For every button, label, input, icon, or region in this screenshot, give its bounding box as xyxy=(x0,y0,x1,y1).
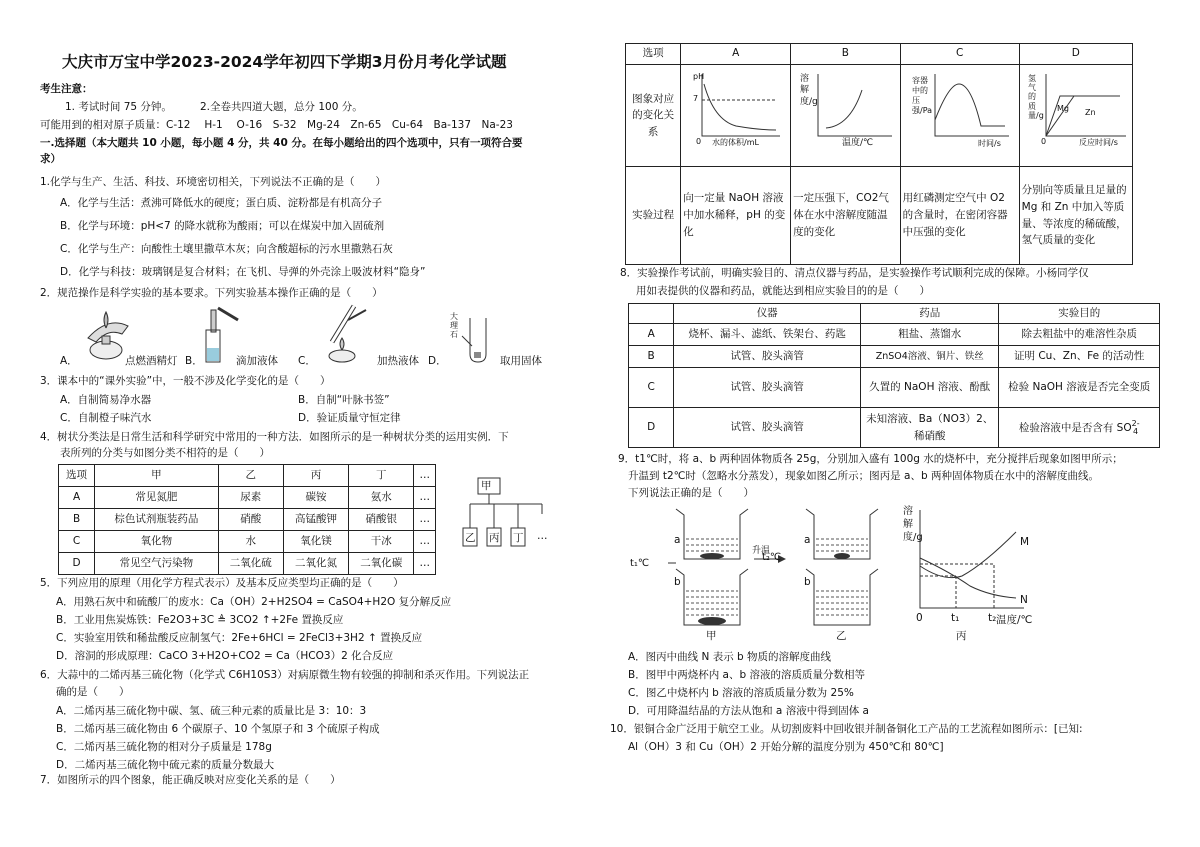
marble-label: 大 理 石 xyxy=(450,312,458,340)
table-header: B xyxy=(791,44,901,65)
axis-origin: 0 xyxy=(1041,137,1047,146)
axis-label: 温度/℃ xyxy=(842,138,874,148)
option: C．化学与生产：向酸性土壤里撒草木灰；向含酸超标的污水里撒熟石灰 xyxy=(60,243,393,255)
option: C．图乙中烧杯内 b 溶液的溶质质量分数为 25% xyxy=(628,687,854,699)
table-cell: 干冰 xyxy=(349,531,414,553)
table-header: A xyxy=(681,44,791,65)
table-cell: D xyxy=(629,408,674,448)
solubility-curve xyxy=(900,506,1030,618)
table-cell: ZnSO4溶液、铜片、铁丝 xyxy=(861,346,999,368)
table-cell: 二氧化硫 xyxy=(218,553,283,575)
tree-node: 丁 xyxy=(513,532,524,544)
axis-tick: t₂ xyxy=(988,612,997,624)
option: D． xyxy=(428,355,447,367)
table-cell: 除去粗盐中的难溶性杂质 xyxy=(999,324,1160,346)
table-cell: 久置的 NaOH 溶液、酚酞 xyxy=(861,368,999,408)
axis-label: pH xyxy=(693,72,705,81)
table-cell: 氧化镁 xyxy=(283,531,348,553)
option: C．自制橙子味汽水 xyxy=(60,412,152,424)
table-cell: B xyxy=(629,346,674,368)
question-stem: 表所列的分类与如图分类不相符的是（ ） xyxy=(60,447,270,459)
option: A．二烯丙基三硫化物中碳、氢、硫三种元素的质量比是 3：10：3 xyxy=(56,705,367,717)
table-cell: 硝酸银 xyxy=(349,509,414,531)
beaker-label: b xyxy=(674,576,681,588)
question-stem: 6．大蒜中的二烯丙基三硫化物（化学式 C6H10S3）对病原微生物有较强的抑制和杀灭作用。下列说法正 xyxy=(40,669,530,681)
question-stem: 5．下列应用的原理（用化学方程式表示）及基本反应类型均正确的是（ ） xyxy=(40,577,404,589)
question-stem: 8．实验操作考试前，明确实验目的、清点仪器与药品，是实验操作考试顺利完成的保障。小杨同学仅 xyxy=(620,267,1089,279)
option: D．化学与科技：玻璃钢是复合材料；在飞机、导弹的外壳涂上吸波材料“隐身” xyxy=(60,266,426,278)
table-cell: 未知溶液、Ba（NO3）2、稀硝酸 xyxy=(861,408,999,448)
table-header: 仪器 xyxy=(674,304,861,324)
table-cell: … xyxy=(414,487,436,509)
curve-label: N xyxy=(1020,594,1028,606)
curve-label: M xyxy=(1020,536,1030,548)
option: C．实验室用铁和稀盐酸反应制氢气：2Fe+6HCl = 2FeCl3+3H2 ↑ 置换反应 xyxy=(56,632,423,644)
table-cell: C xyxy=(629,368,674,408)
option: D．验证质量守恒定律 xyxy=(298,412,401,424)
question-stem: 确的是（ ） xyxy=(56,686,130,698)
table-cell: A xyxy=(59,487,95,509)
table-header: 选项 xyxy=(626,44,681,65)
table-cell: A xyxy=(629,324,674,346)
option: A．用熟石灰中和硫酸厂的废水：Ca（OH）2+H2SO4 = CaSO4+H2O 复分解反应 xyxy=(56,596,452,608)
series-label: Zn xyxy=(1085,108,1096,117)
table-cell: 水 xyxy=(218,531,283,553)
table-cell: C xyxy=(59,531,95,553)
table-cell xyxy=(999,408,1160,448)
table-header: 丁 xyxy=(349,465,414,487)
option: B．工业用焦炭炼铁：Fe2O3+3C ≜ 3CO2 ↑+2Fe 置换反应 xyxy=(56,614,344,626)
table-cell: 粗盐、蒸馏水 xyxy=(861,324,999,346)
heating-tube-image xyxy=(318,302,378,364)
table-cell: B xyxy=(59,509,95,531)
table-cell: 硝酸 xyxy=(218,509,283,531)
question-stem: 2．规范操作是科学实验的基本要求。下列实验基本操作正确的是（ ） xyxy=(40,287,383,299)
page-title: 大庆市万宝中学2023-2024学年初四下学期3月份月考化学试题 xyxy=(62,53,507,71)
table-cell: 试管、胶头滴管 xyxy=(674,368,861,408)
option: B．二烯丙基三硫化物由 6 个碳原子、10 个氢原子和 3 个硫原子构成 xyxy=(56,723,380,735)
question-stem: 10．银铜合金广泛用于航空工业。从切割废料中回收银并制备铜化工产品的工艺流程如图所示：[已知: xyxy=(610,723,1083,735)
tree-node: 乙 xyxy=(465,532,476,544)
axis-label: 时间/s xyxy=(978,139,1001,148)
table-header: 选项 xyxy=(59,465,95,487)
option: C． xyxy=(298,355,316,367)
beaker-label: b xyxy=(804,576,811,588)
table-cell: 碳铵 xyxy=(283,487,348,509)
table-cell: … xyxy=(414,553,436,575)
option: A．化学与生活：煮沸可降低水的硬度；蛋白质、淀粉都是有机高分子 xyxy=(60,197,383,209)
question-stem: 3．课本中的“课外实验”中，一般不涉及化学变化的是（ ） xyxy=(40,375,331,387)
option: B．自制“叶脉书签” xyxy=(298,394,390,406)
table-cell: 证明 Cu、Zn、Fe 的活动性 xyxy=(999,346,1160,368)
axis-label: 水的体积/mL xyxy=(712,138,759,147)
tree-node: 丙 xyxy=(489,532,500,544)
question-stem: 下列说法正确的是（ ） xyxy=(628,487,754,499)
option: B．化学与环境：pH<7 的降水就称为酸雨；可以在煤炭中加入固硫剂 xyxy=(60,220,385,232)
table-header: 实验目的 xyxy=(999,304,1160,324)
axis-label: 溶解度/g xyxy=(800,74,818,107)
notice-item: 1. 考试时间 75 分钟。 xyxy=(65,101,172,113)
process-text: 向一定量 NaOH 溶液中加水稀释，pH 的变化 xyxy=(681,167,791,265)
option: A．自制简易净水器 xyxy=(60,394,152,406)
table-cell: … xyxy=(414,509,436,531)
process-text: 分别向等质量且足量的 Mg 和 Zn 中加入等质量、等浓度的稀硫酸，氢气质量的变化 xyxy=(1019,167,1132,265)
table-cell: 二氧化氮 xyxy=(283,553,348,575)
notice-item: 2.全卷共四道大题，总分 100 分。 xyxy=(200,101,363,113)
row-label: 图象对应的变化关系 xyxy=(626,65,681,167)
axis-label: 溶解度/g xyxy=(903,506,923,543)
question-stem: 升温到 t2℃时（忽略水分蒸发），现象如图乙所示；图丙是 a、b 两种固体物质在水中的溶解度曲线。 xyxy=(628,470,1099,482)
table-cell: 烧杯、漏斗、滤纸、铁架台、药匙 xyxy=(674,324,861,346)
table-header: 药品 xyxy=(861,304,999,324)
process-text: 用红磷测定空气中 O2 的含量时，在密闭容器中压强的变化 xyxy=(900,167,1019,265)
tree-root: 甲 xyxy=(481,480,492,492)
axis-label: 氢气的质量/g xyxy=(1028,74,1044,120)
axis-label: 容器中的压强/Pa xyxy=(912,76,933,115)
axis-origin: 0 xyxy=(696,137,702,146)
option: D．二烯丙基三硫化物中硫元素的质量分数最大 xyxy=(56,759,275,771)
option: B．图甲中两烧杯内 a、b 溶液的溶质质量分数相等 xyxy=(628,669,865,681)
axis-tick: 7 xyxy=(693,94,699,103)
table-header: C xyxy=(900,44,1019,65)
section-heading: 求） xyxy=(40,153,61,165)
table-header xyxy=(629,304,674,324)
table-cell: 尿素 xyxy=(218,487,283,509)
temp-label: t₁℃ xyxy=(630,558,650,569)
process-text: 一定压强下，CO2气体在水中溶解度随温度的变化 xyxy=(791,167,901,265)
arrow-label: 升温 xyxy=(752,546,771,556)
question-stem: 7．如图所示的四个图象，能正确反映对应变化关系的是（ ） xyxy=(40,774,341,786)
table-cell: 试管、胶头滴管 xyxy=(674,408,861,448)
table-cell: 试管、胶头滴管 xyxy=(674,346,861,368)
beaker-label: a xyxy=(674,534,681,546)
axis-tick: t₁ xyxy=(951,612,960,624)
row-label: 实验过程 xyxy=(626,167,681,265)
table-cell: … xyxy=(414,531,436,553)
table-cell: 高锰酸钾 xyxy=(283,509,348,531)
figure-caption: 丙 xyxy=(956,630,967,642)
beaker-figure xyxy=(650,505,900,640)
axis-label: 反应时间/s xyxy=(1079,138,1118,147)
option: D．溶洞的形成原理：CaCO 3+H2O+CO2 = Ca（HCO3）2 化合反应 xyxy=(56,650,394,662)
option: A．图丙中曲线 N 表示 b 物质的溶解度曲线 xyxy=(628,651,832,663)
notice-heading: 考生注意： xyxy=(40,83,93,95)
alcohol-lamp-image xyxy=(78,306,138,362)
table-cell: 氨水 xyxy=(349,487,414,509)
option-label: 取用固体 xyxy=(500,355,542,367)
table-cell: 检验 NaOH 溶液是否完全变质 xyxy=(999,368,1160,408)
option: D．可用降温结晶的方法从饱和 a 溶液中得到固体 a xyxy=(628,705,869,717)
option: B． xyxy=(185,355,203,367)
table-cell: 常见氮肥 xyxy=(95,487,219,509)
option: C．二烯丙基三硫化物的相对分子质量是 178g xyxy=(56,741,272,753)
table-cell: 氧化物 xyxy=(95,531,219,553)
table-cell: 二氧化碳 xyxy=(349,553,414,575)
classification-table xyxy=(58,464,436,575)
table-cell: 棕色试剂瓶装药品 xyxy=(95,509,219,531)
axis-label: 温度/℃ xyxy=(996,614,1033,626)
sulfate-ion-charge: 2- 4 xyxy=(1131,418,1140,436)
option-label: 点燃酒精灯 xyxy=(125,355,178,367)
figure-caption: 甲 xyxy=(706,630,717,642)
test-tube-image xyxy=(460,316,500,364)
question-stem: 9．t1℃时，将 a、b 两种固体物质各 25g，分别加入盛有 100g 水的烧杯中，充分搅拌后现象如图甲所示； xyxy=(618,453,1123,465)
question-stem: 4．树状分类法是日常生活和科学研究中常用的一种方法．如图所示的是一种树状分类的运用实例．下 xyxy=(40,431,509,443)
beaker-label: a xyxy=(804,534,811,546)
table-cell: D xyxy=(59,553,95,575)
purpose-text: 检验溶液中是否含有 SO xyxy=(1018,421,1132,434)
atomic-masses: 可能用到的相对原子质量：C-12 H-1 O-16 S-32 Mg-24 Zn-65 Cu-64 Ba-137 Na-23 xyxy=(40,119,513,131)
table-header: D xyxy=(1019,44,1132,65)
series-label: Mg xyxy=(1057,104,1069,113)
option: A． xyxy=(60,355,78,367)
table-header: 乙 xyxy=(218,465,283,487)
question-stem: Al（OH）3 和 Cu（OH）2 开始分解的温度分别为 450℃和 80℃] xyxy=(628,741,944,753)
table-header: 甲 xyxy=(95,465,219,487)
section-heading: 一.选择题（本大题共 10 小题，每小题 4 分，共 40 分。在每小题给出的四个选项中，只有一项符合要 xyxy=(40,137,523,149)
temp-label: t₂℃ xyxy=(762,552,782,563)
question-stem: 用如表提供的仪器和药品，就能达到相应实验目的的是（ ） xyxy=(636,285,930,297)
option-label: 加热液体 xyxy=(377,355,419,367)
option-label: 滴加液体 xyxy=(236,355,278,367)
axis-origin: 0 xyxy=(916,612,923,624)
figure-caption: 乙 xyxy=(836,630,847,642)
table-cell: 常见空气污染物 xyxy=(95,553,219,575)
tree-node: … xyxy=(537,530,548,542)
question-stem: 1.化学与生产、生活、科技、环境密切相关，下列说法不正确的是（ ） xyxy=(40,176,387,188)
table-header: 丙 xyxy=(283,465,348,487)
table-header: … xyxy=(414,465,436,487)
instrument-table xyxy=(628,303,1160,448)
